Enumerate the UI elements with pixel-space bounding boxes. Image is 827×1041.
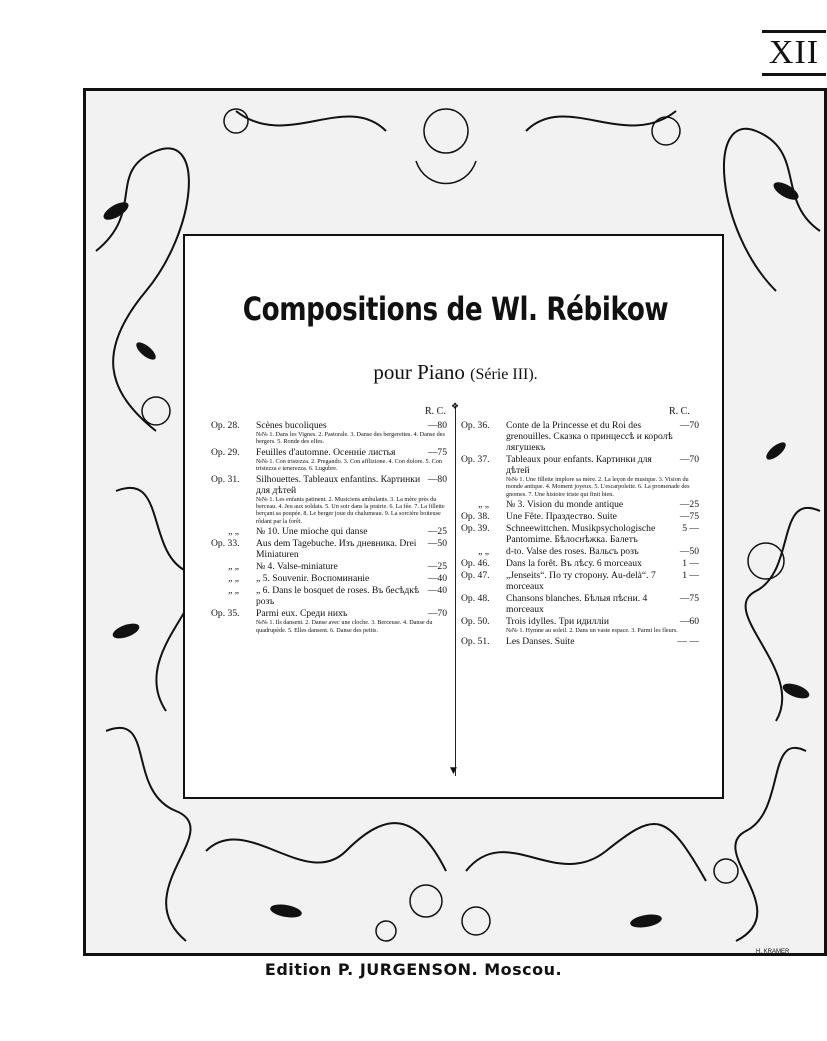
right-column xyxy=(461,420,699,648)
rc-label-right: R. C. xyxy=(669,406,690,417)
list-item: „ „ —25 № 10. Une mioche qui danse xyxy=(228,526,447,538)
divider-cap-icon: ❖ xyxy=(451,402,460,412)
list-item: Op. 35. —70 Parmi eux. Среди нихъ №№ 1. Ils dansent. 2. Danse avec une cloche. 3. Berceuse. 4. Danse du quadrupède. 5. Elles dansent. 6. Danse des petits. xyxy=(211,608,447,634)
subtitle-series: (Série III). xyxy=(470,366,538,383)
divider-end-icon: ▼ xyxy=(450,766,457,776)
list-item: Op. 39. 5 — Schneewittchen. Musikpsychologische Pantomime. Бѣлоснѣжка. Балетъ xyxy=(461,523,699,546)
list-item: Op. 29. —75 Feuilles d'automne. Осеннiе листья №№ 1. Con tristezza. 2. Pregando. 3. Con afflizione. 4. Con dolore. 5. Con tristezza e tenerezza. 6. Lugubre. xyxy=(211,446,447,473)
artist-signature: H. KRAMER xyxy=(756,949,790,955)
list-item: „ „ —25 № 4. Valse-miniature xyxy=(228,561,447,573)
list-item: Op. 47. 1 — „Jenseits“. По ту сторону. Au-delà“. 7 morceaux xyxy=(461,570,699,593)
column-divider xyxy=(455,406,456,776)
list-item: Op. 37. —70 Tableaux pour enfants. Картинки для дѣтей №№ 1. Une fillette implore sa mère. 2. La leçon de musique. 3. Vision du monde antique. 4. Moment joyeux. 5. L'escarpolette. 6. La promenade des gnomes. 7. Une histoire triste qui finit bien. xyxy=(461,454,699,498)
subtitle-main: pour Piano xyxy=(373,360,465,384)
left-column xyxy=(211,420,447,635)
subtitle xyxy=(185,360,726,385)
list-item: „ „ —25 № 3. Vision du monde antique xyxy=(478,499,699,511)
list-item: Op. 31. —80 Silhouettes. Tableaux enfantins. Картинки для дѣтей №№ 1. Les enfants patinent. 2. Musiciens ambulants. 3. La mère près du berceau. 4. Jeu aux soldats. 5. Un soir dans la prairie. 6. La fée. 7. La fillette berçant sa poupée. 8. Le berger joue du chalumeau. 9. La sorcière boiteuse rôdant par la forêt. xyxy=(211,473,447,525)
list-item: Op. 28. —80 Scènes bucoliques №№ 1. Dans les Vignes. 2. Pastorale. 3. Danse des bergerettes. 4. Danse des bergers. 5. Ronde des elfes. xyxy=(211,420,447,446)
list-item: „ „ —40 „ 6. Dans le bosquet de roses. Въ бесѣдкѣ розъ xyxy=(228,585,447,608)
list-item: Op. 48. —75 Chansons blanches. Бѣлыя пѣсни. 4 morceaux xyxy=(461,593,699,616)
list-item: Op. 50. —60 Trois idylles. Три идиллiи №№ 1. Hymne au soleil. 2. Dans un vaste espace. 3. Parmi les fleurs. xyxy=(461,616,699,635)
list-item: Op. 36. —70 Conte de la Princesse et du Roi des grenouilles. Сказка о принцессѣ и королѣ лягушекъ xyxy=(461,420,699,453)
list-item: Op. 38. —75 Une Fête. Праздество. Suite xyxy=(461,511,699,523)
page-title: Compositions de Wl. Rébikow xyxy=(242,290,669,328)
rc-label-left: R. C. xyxy=(425,406,446,417)
list-item: „ „ —40 „ 5. Souvenir. Воспоминанiе xyxy=(228,573,447,585)
list-item: „ „ —50 d-to. Valse des roses. Вальсъ розъ xyxy=(478,546,699,558)
page-number: XII xyxy=(762,30,826,76)
publisher-footer: Edition P. JURGENSON. Moscou. xyxy=(264,960,563,979)
list-item: Op. 51. — — Les Danses. Suite xyxy=(461,635,699,647)
list-item: Op. 46. 1 — Dans la forêt. Въ лѣсу. 6 morceaux xyxy=(461,558,699,570)
contents-panel xyxy=(183,234,724,799)
list-item: Op. 33. —50 Aus dem Tagebuche. Изъ дневника. Drei Miniaturen xyxy=(211,538,447,561)
